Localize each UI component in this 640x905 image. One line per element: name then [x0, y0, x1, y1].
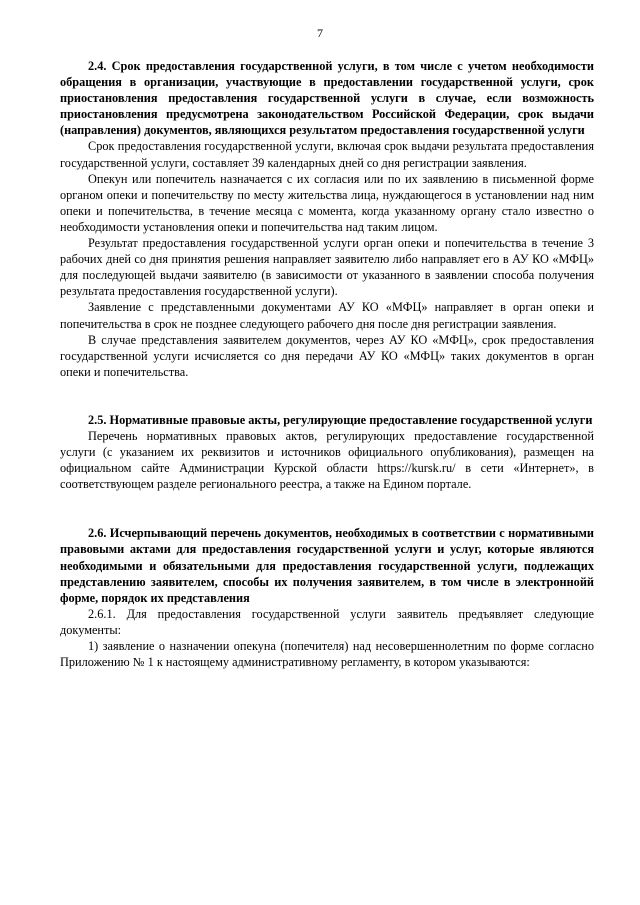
section-2-5	[60, 412, 594, 492]
section-heading: 2.6. Исчерпывающий перечень документов, необходимых в соответствии с нормативными правовыми актами для предоставления государственной услуги и услуг, которые являются необходимыми и обязательными для предоставления государственной услуги, подлежащих представлению заявителем, способы их получения заявителем, в том числе в электроннойй форме, порядок их представления	[60, 526, 594, 605]
paragraph: 2.6.1. Для предоставления государственной услуги заявитель предъявляет следующие документы:	[60, 606, 594, 637]
paragraph: 1) заявление о назначении опекуна (попечителя) над несовершеннолетним по форме согласно Приложению № 1 к настоящему административному регламенту, в котором указываются:	[60, 639, 594, 670]
paragraph: Перечень нормативных правовых актов, регулирующих предоставление государственной услуги (с указанием их реквизитов и источников официального опубликования), размещен на официальном сайте Администрации Курской области https://kursk.ru/ в сети «Интернет», в соответствующем разделе регионального реестра, а также на Едином портале.	[60, 428, 594, 492]
document-body	[60, 58, 594, 670]
section-heading: 2.4. Срок предоставления государственной услуги, в том числе с учетом необходимости обращения в организации, участвующие в предоставлении государственной услуги, срок приостановления предоставления государственной услуги в случае, если возможность приостановления предусмотрена законодательством Российской Федерации, срок выдачи (направления) документов, являющихся результатом предоставления государственной услуги	[60, 59, 594, 138]
paragraph: В случае представления заявителем документов, через АУ КО «МФЦ», срок предоставления государственной услуги исчисляется со дня передачи АУ КО «МФЦ» таких документов в орган опеки и попечительства.	[60, 332, 594, 379]
paragraph: Срок предоставления государственной услуги, включая срок выдачи результата предоставления государственной услуги, составляет 39 календарных дней со дня регистрации заявления.	[60, 139, 594, 170]
paragraph: Заявление с представленными документами АУ КО «МФЦ» направляет в орган опеки и попечительства в срок не позднее следующего рабочего дня после дня регистрации заявления.	[60, 300, 594, 331]
page-number: 7	[317, 26, 323, 40]
section-heading: 2.5. Нормативные правовые акты, регулирующие предоставление государственной услуги	[88, 412, 593, 427]
paragraph: Результат предоставления государственной услуги орган опеки и попечительства в течение 3 рабочих дней со дня принятия решения направляет заявителю либо направляет его в АУ КО «МФЦ» для последующей выдачи заявителю (в зависимости от указанного в заявлении способа получения результата предоставления государственной услуги).	[60, 236, 594, 299]
paragraph: Опекун или попечитель назначается с их согласия или по их заявлению в письменной форме органом опеки и попечительству по месту жительства лица, нуждающегося в установлении над ним опеки и попечительства, в течение месяца с момента, когда указанному органу стало известно о необходимости установления опеки и попечительства над таким лицом.	[60, 171, 594, 234]
section-2-6	[60, 525, 594, 670]
section-2-4	[60, 58, 594, 380]
